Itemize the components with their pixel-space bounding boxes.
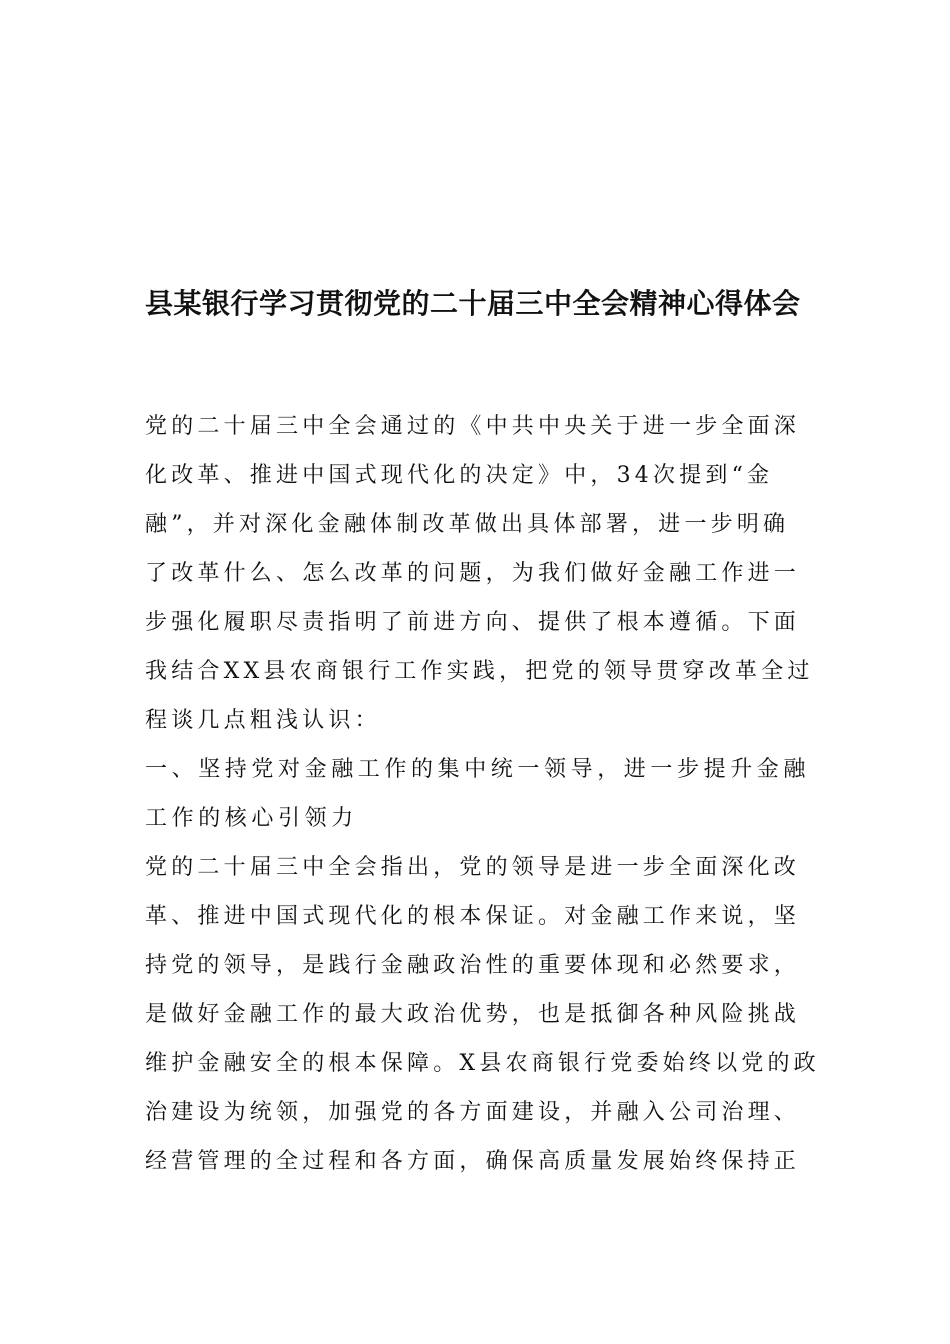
body-line: 程谈几点粗浅认识： (145, 708, 381, 733)
body-line: 治建设为统领，加强党的各方面建设，并融入公司治理、 (145, 1100, 801, 1125)
body-line: 我结合XX县农商银行工作实践，把党的领导贯穿改革全过 (145, 659, 814, 684)
document-body (145, 402, 820, 1186)
body-line: 持党的领导，是践行金融政治性的重要体现和必然要求， (145, 953, 801, 978)
body-line: 党的二十届三中全会指出，党的领导是进一步全面深化改 (145, 855, 801, 880)
section-heading-line: 工作的核心引领力 (145, 806, 358, 831)
body-line: 维护金融安全的根本保障。X县农商银行党委始终以党的政 (145, 1051, 820, 1076)
section-heading-line: 一、坚持党对金融工作的集中统一领导，进一步提升金融 (145, 757, 811, 782)
body-line: 革、推进中国式现代化的根本保证。对金融工作来说，坚 (145, 904, 801, 929)
body-line: 步强化履职尽责指明了前进方向、提供了根本遵循。下面 (145, 610, 801, 635)
body-line: 融”，并对深化金融体制改革做出具体部署，进一步明确 (145, 512, 790, 537)
document-title: 县某银行学习贯彻党的二十届三中全会精神心得体会 (145, 287, 801, 320)
body-line: 经营管理的全过程和各方面，确保高质量发展始终保持正 (145, 1149, 801, 1174)
body-line: 党的二十届三中全会通过的《中共中央关于进一步全面深 (145, 414, 801, 439)
body-line: 是做好金融工作的最大政治优势，也是抵御各种风险挑战 (145, 1002, 801, 1027)
body-line: 化改革、推进中国式现代化的决定》中，34次提到“金 (145, 463, 774, 488)
body-line: 了改革什么、怎么改革的问题，为我们做好金融工作进一 (145, 561, 801, 586)
